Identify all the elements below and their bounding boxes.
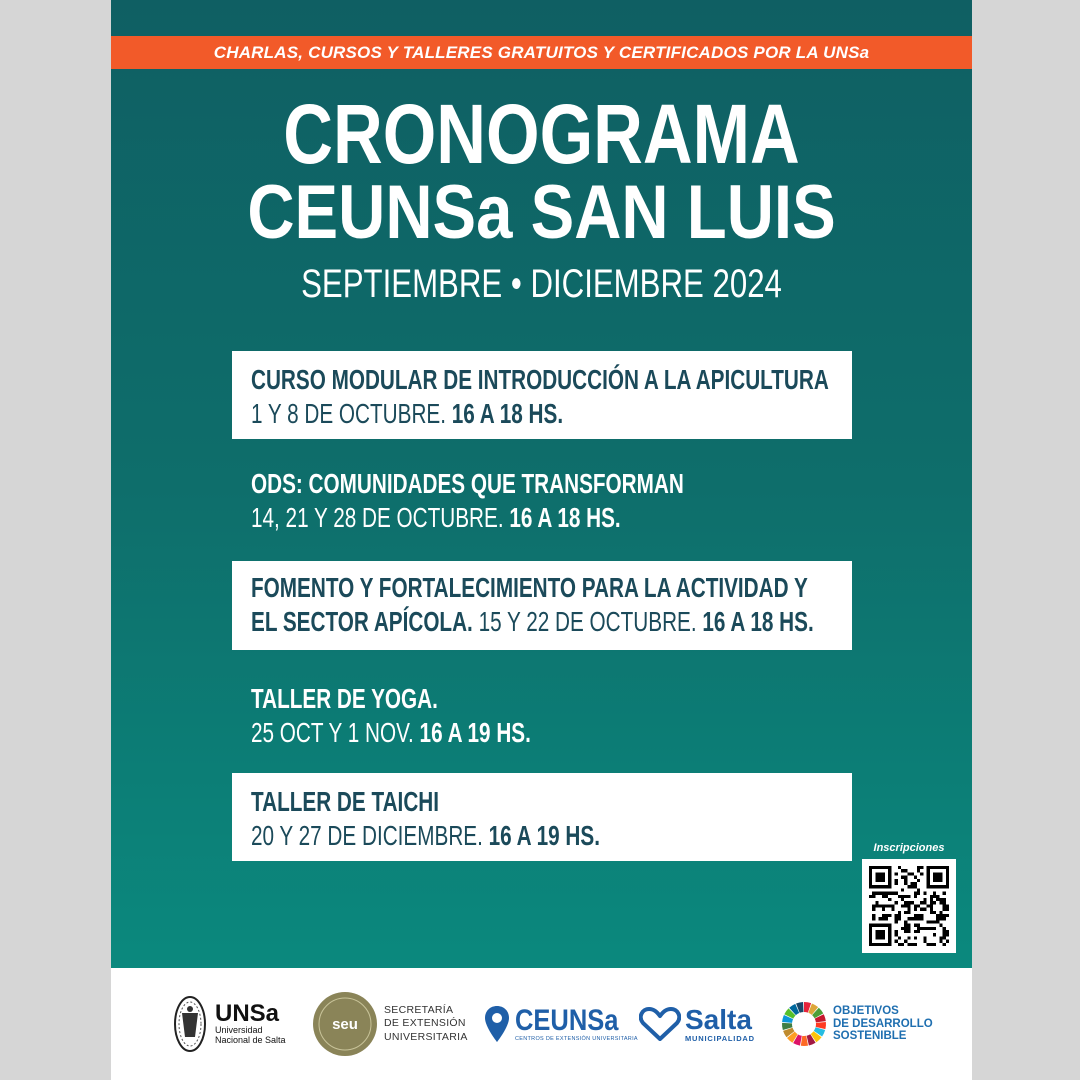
ods-logo (781, 968, 933, 1080)
event-name-line-2: EL SECTOR APÍCOLA. (251, 605, 473, 637)
event-card-taichi (232, 773, 852, 861)
event-name-line-1: FOMENTO Y FORTALECIMIENTO PARA LA ACTIVIDAD Y (251, 572, 808, 603)
sdg-wheel-icon (781, 1001, 827, 1047)
sdg-segment (801, 1036, 808, 1046)
qr-label: Inscripciones (873, 842, 945, 854)
event-hours: 16 A 18 HS. (702, 605, 814, 637)
unsa-name: UNSa (215, 1000, 280, 1028)
seu-line-2: DE EXTENSIÓN (384, 1017, 466, 1030)
location-pin-icon (484, 1005, 510, 1043)
event-card-fomento (232, 561, 852, 650)
event-hours: 16 A 18 HS. (451, 397, 564, 429)
event-dates: 15 Y 22 DE OCTUBRE. (478, 605, 697, 637)
unsa-sub-2: Nacional de Salta (215, 1035, 286, 1045)
seu-logo (312, 968, 468, 1080)
event-name: TALLER DE TAICHI (251, 786, 440, 817)
title-line-2: CEUNSa SAN LUIS (247, 170, 836, 255)
footer-logos (111, 968, 972, 1080)
event-name: ODS: COMUNIDADES QUE TRANSFORMAN (251, 468, 684, 499)
seu-badge-text: seu (332, 1016, 358, 1033)
event-name: TALLER DE YOGA. (251, 683, 438, 714)
seu-line-1: SECRETARÍA (384, 1004, 454, 1017)
seu-badge-icon (312, 991, 378, 1057)
event-dates: 14, 21 Y 28 DE OCTUBRE. (251, 501, 504, 533)
event-hours: 16 A 19 HS. (419, 716, 531, 748)
title-line-1: CRONOGRAMA (283, 87, 800, 181)
event-card-yoga (232, 682, 852, 752)
ods-line-1: OBJETIVOS (833, 1005, 899, 1018)
poster (111, 0, 972, 1080)
unsa-crest-icon (173, 995, 207, 1053)
event-hours: 16 A 19 HS. (488, 819, 600, 851)
registration-qr[interactable] (862, 842, 956, 953)
salta-sub: MUNICIPALIDAD (685, 1033, 755, 1043)
ods-line-2: DE DESARROLLO (833, 1017, 933, 1030)
qr-code-icon[interactable] (862, 859, 956, 953)
unsa-sub-1: Universidad (215, 1025, 263, 1036)
banner-text: CHARLAS, CURSOS Y TALLERES GRATUITOS Y CERTIFICADOS POR LA UNSa (213, 42, 870, 62)
top-banner (111, 36, 972, 69)
event-card-apicultura (232, 351, 852, 439)
salta-name: Salta (685, 1003, 752, 1035)
event-dates: 1 Y 8 DE OCTUBRE. (251, 397, 446, 429)
salta-logo (639, 968, 755, 1080)
seu-line-3: UNIVERSITARIA (384, 1030, 468, 1043)
unsa-logo (173, 968, 286, 1080)
ceunsa-logo (484, 968, 638, 1080)
ceunsa-sub: CENTROS DE EXTENSIÓN UNIVERSITARIA (515, 1036, 638, 1042)
heart-icon (639, 1007, 681, 1041)
event-hours: 16 A 18 HS. (509, 501, 621, 533)
date-range-subtitle: SEPTIEMBRE • DICIEMBRE 2024 (301, 262, 782, 306)
ceunsa-name: CEUNSa (515, 1004, 619, 1037)
ods-line-3: SOSTENIBLE (833, 1030, 907, 1043)
event-card-ods (232, 467, 852, 537)
event-name: CURSO MODULAR DE INTRODUCCIÓN A LA APICULTURA (251, 364, 829, 395)
event-dates: 20 Y 27 DE DICIEMBRE. (251, 819, 483, 851)
event-dates: 25 OCT Y 1 NOV. (251, 716, 414, 748)
